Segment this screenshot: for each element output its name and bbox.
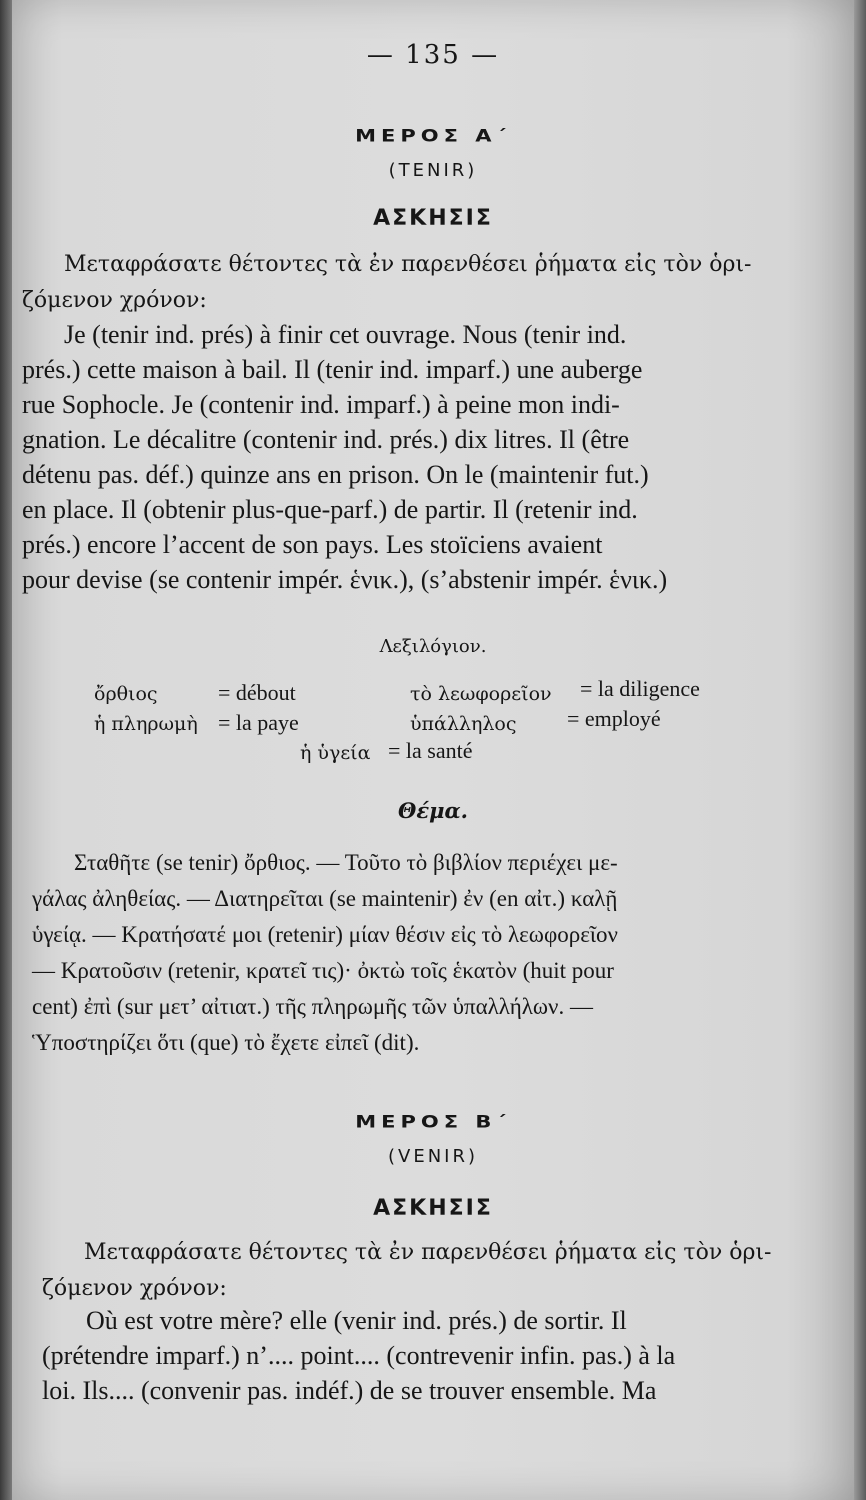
part-a-heading: ΜΕΡΟΣ Α΄	[355, 126, 511, 146]
part-a-sentence-line-5: détenu pas. déf.) quinze ans en prison. On le (maintenir fut.)	[22, 460, 649, 489]
vocab-greek-5: ἡ ὑγεία	[300, 742, 371, 764]
part-b-verb: (VENIR)	[387, 1146, 478, 1167]
theme-line-1: Σταθῆτε (se tenir) ὄρθιος. — Τοῦτο τὸ βιβλίον περιέχει με-	[74, 850, 618, 875]
page-number: — 135 —	[366, 40, 500, 70]
theme-line-3: ὑγείᾳ. — Κρατήσατέ μοι (retenir) μίαν θέσιν εἰς τὸ λεωφορεῖον	[32, 922, 618, 947]
vocab-french-4: = employé	[567, 706, 661, 731]
vocab-french-3: = la paye	[218, 710, 299, 735]
part-a-sentence-line-8: pour devise (se contenir impér. ἑνικ.), (s’abstenir impér. ἑνικ.)	[22, 565, 668, 594]
part-a-instruction-line-2: ζόμενον χρόνον:	[22, 288, 207, 313]
theme-line-6: Ὑποστηρίζει ὅτι (que) τὸ ἔχετε εἰπεῖ (dit).	[32, 1030, 420, 1055]
part-b-exercise-title: ΑΣΚΗΣΙΣ	[373, 1196, 493, 1221]
part-a-sentence-line-4: gnation. Le décalitre (contenir ind. prés.) dix litres. Il (être	[22, 425, 630, 454]
theme-line-5: cent) ἐπὶ (sur μετ’ αἰτιατ.) τῆς πληρωμῆς τῶν ὑπαλλήλων. —	[32, 994, 593, 1019]
theme-title: Θέμα.	[398, 798, 468, 823]
vocab-greek-1: ὄρθιος	[94, 683, 158, 705]
part-a-sentence-line-1: Je (tenir ind. prés) à finir cet ouvrage. Nous (tenir ind.	[64, 320, 627, 349]
vocab-greek-2: τὸ λεωφορεῖον	[410, 683, 552, 705]
theme-line-2: γάλας ἀληθείας. — Διατηρεῖται (se maintenir) ἐν (en αἰτ.) καλῇ	[32, 886, 618, 911]
part-a-instruction-line-1: Μεταφράσατε θέτοντες τὰ ἐν παρενθέσει ῥήματα εἰς τὸν ὁρι-	[64, 252, 752, 277]
part-a-sentence-line-7: prés.) encore l’accent de son pays. Les stoïciens avaient	[22, 530, 603, 559]
vocab-greek-4: ὑπάλληλος	[410, 713, 517, 735]
vocab-french-1: = débout	[218, 680, 296, 705]
page-right-edge-shadow	[854, 0, 866, 1500]
part-a-verb: (TENIR)	[388, 160, 478, 181]
part-b-sentence-line-2: (prétendre imparf.) n’.... point.... (contrevenir infin. pas.) à la	[42, 1341, 676, 1370]
vocabulary-title: Λεξιλόγιον.	[379, 636, 487, 657]
part-b-sentence-line-3: loi. Ils.... (convenir pas. indéf.) de se trouver ensemble. Ma	[42, 1376, 657, 1405]
theme-line-4: — Κρατοῦσιν (retenir, κρατεῖ τις)· ὀκτὼ τοῖς ἑκατὸν (huit pour	[32, 958, 614, 983]
part-b-sentence-line-1: Où est votre mère? elle (venir ind. prés.) de sortir. Il	[86, 1306, 627, 1335]
part-b-heading: ΜΕΡΟΣ Β΄	[355, 1112, 511, 1132]
vocab-greek-3: ἡ πληρωμὴ	[94, 713, 198, 735]
part-a-sentence-line-6: en place. Il (obtenir plus-que-parf.) de partir. Il (retenir ind.	[22, 495, 638, 524]
part-a-sentence-line-3: rue Sophocle. Je (contenir ind. imparf.) à peine mon indi-	[22, 390, 620, 419]
part-b-instruction-line-2: ζόμενον χρόνον:	[42, 1276, 227, 1301]
part-a-exercise-title: ΑΣΚΗΣΙΣ	[373, 206, 493, 231]
vocab-french-2: = la diligence	[580, 676, 700, 701]
part-b-instruction-line-1: Μεταφράσατε θέτοντες τὰ ἐν παρενθέσει ῥήματα εἰς τὸν ὁρι-	[84, 1240, 772, 1265]
vocab-french-5: = la santé	[388, 738, 473, 763]
book-page	[12, 0, 854, 1500]
page-left-edge-shadow	[0, 0, 12, 1500]
part-a-sentence-line-2: prés.) cette maison à bail. Il (tenir ind. imparf.) une auberge	[22, 355, 643, 384]
